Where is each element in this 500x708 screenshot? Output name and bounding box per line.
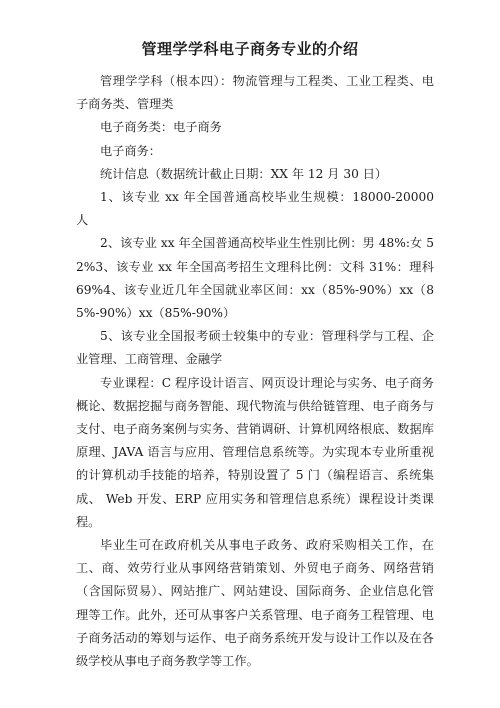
paragraph-disciplines: 管理学学科（根本四）：物流管理与工程类、工业工程类、电子商务类、管理类 — [76, 74, 434, 112]
paragraph-graduate-scale: 1、该专业 xx 年全国普通高校毕业生规模：18000-20000 人 — [76, 190, 434, 228]
document-title: 管理学学科电子商务专业的介绍 — [141, 40, 359, 58]
paragraph-ecommerce-category: 电子商务类：电子商务 — [100, 120, 222, 135]
paragraph-gender-ratio: 2、该专业 xx 年全国普通高校毕业生性别比例：男 48%:女 52%3、该专业 xx 年全国高考招生文理科比例：文科 31%：理科 69%4、该专业近几年全国就业率区间：xx（85%-90%）xx（85%-90%）xx（85%-90%） — [76, 236, 434, 321]
paragraph-courses: 专业课程：C 程序设计语言、网页设计理论与实务、电子商务概论、数据挖掘与商务智能、现代物流与供给链管理、电子商务与支付、电子商务案例与实务、营销调研、计算机网络根底、数据库原理、JAVA 语言与应用、管理信息系统等。为实现本专业所重视的计算机动手技能的培养，特别设置了 5 门（编程语言、系统集成、 Web 开发、ERP 应用实务和管理信息系统）课程设计类课程。 — [76, 375, 434, 529]
paragraph-careers: 毕业生可在政府机关从事电子政务、政府采购相关工作，在工、商、效劳行业从事网络营销策划、外贸电子商务、网络营销（含国际贸易）、网站推广、网站建设、国际商务、企业信息化管理等工作。此外，还可从事客户关系管理、电子商务工程管理、电子商务活动的筹划与运作、电子商务系统开发与设计工作以及在各级学校从事电子商务教学等工作。 — [76, 538, 434, 669]
paragraph-statistics-header: 统计信息（数据统计截止日期：XX 年 12 月 30 日） — [100, 166, 388, 181]
paragraph-ecommerce: 电子商务： — [100, 143, 161, 158]
paragraph-master-majors: 5、该专业全国报考硕士较集中的专业：管理科学与工程、企业管理、工商管理、金融学 — [76, 329, 434, 367]
document-body — [76, 70, 434, 673]
